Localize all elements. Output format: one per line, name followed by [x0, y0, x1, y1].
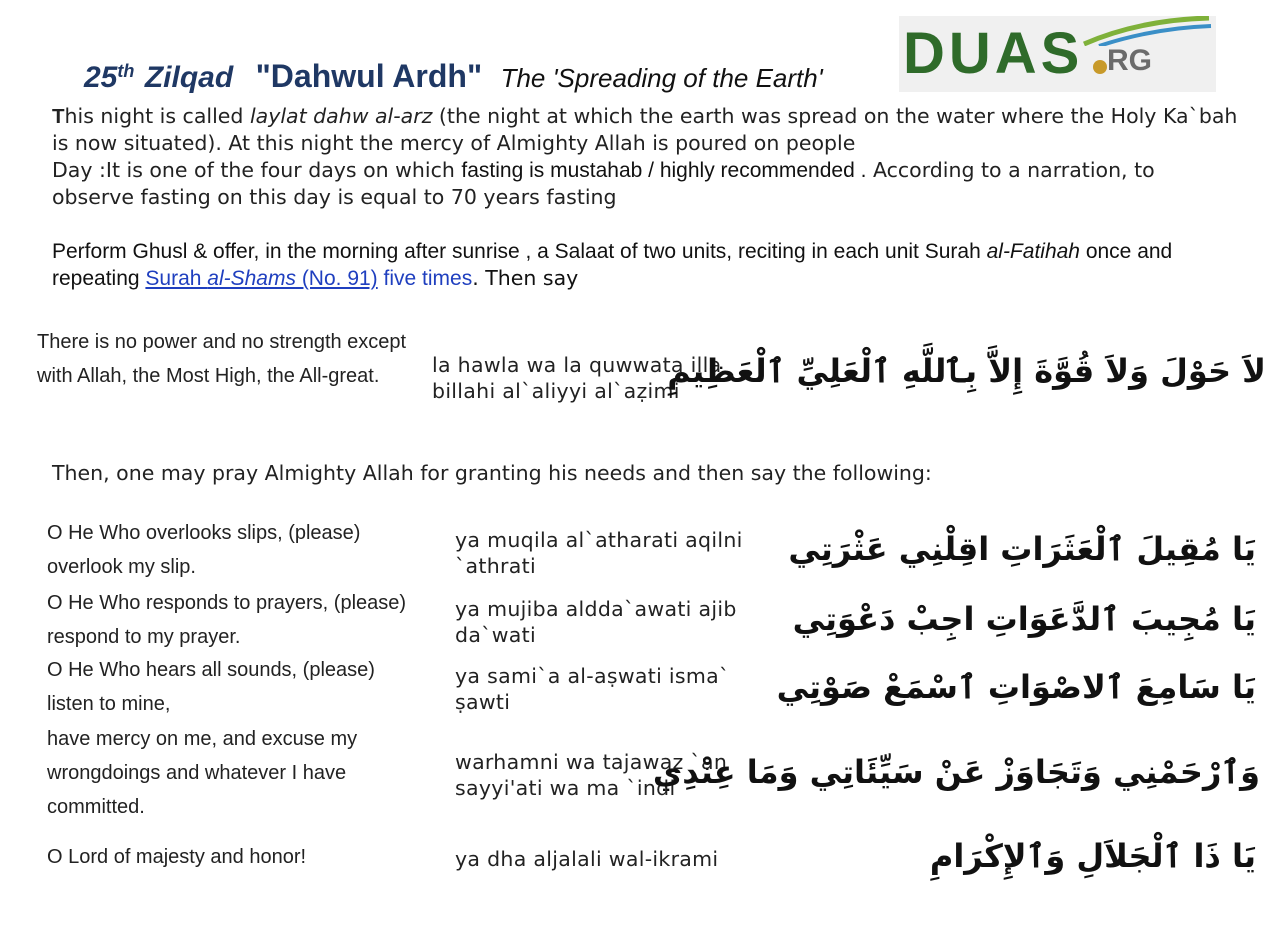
swoosh-icon: [1079, 16, 1214, 46]
dua-4-transliteration: warhamni wa tajawaz `an sayyi'ati wa ma `indi: [455, 750, 728, 800]
day-bold: fasting is mustahab / highly recommended .: [461, 159, 867, 182]
dua-1-english: O He Who overlooks slips, (please) overlook my slip.: [47, 522, 361, 578]
first-dua-transliteration: la hawla wa la quwwata illa billahi al`aliyyi al`aẓimi: [432, 353, 722, 403]
logo-main-text: DUAS: [903, 21, 1084, 86]
dua-3-transliteration: ya sami`a al-aṣwati isma` ṣawti: [455, 664, 730, 714]
day-rest: According to a narration, to observe fasting on this day is equal to 70 years fasting: [52, 158, 1155, 209]
duas-org-logo: [899, 16, 1216, 92]
month-name: Zilqad: [144, 61, 234, 94]
instruction-paragraph: [52, 238, 1242, 292]
intro-paragraph: [52, 103, 1242, 211]
five-times-text: five times: [377, 267, 473, 290]
dua-3-arabic: يَا سَامِعَ ٱلاصْوَاتِ ٱسْمَعْ صَوْتِي: [776, 668, 1256, 706]
dua-5-english: O Lord of majesty and honor!: [47, 846, 307, 868]
dua-2-transliteration: ya mujiba aldda`awati ajib da`wati: [455, 597, 737, 647]
day-prefix: Day :It is one of the four days on which: [52, 158, 462, 182]
dua-4-arabic: وَٱرْحَمْنِي وَتَجَاوَزْ عَنْ سَيِّئَاتِي وَمَا عِنْدِي: [652, 753, 1260, 791]
dua-5-arabic: يَا ذَا ٱلْجَلاَلِ وَٱلإِكْرَامِ: [929, 837, 1256, 875]
dua-3-english: O He Who hears all sounds, (please) listen to mine,: [47, 659, 375, 715]
dua-1-transliteration: ya muqila al`atharati aqilni `athrati: [455, 528, 743, 578]
dua-5-transliteration: ya dha aljalali wal-ikrami: [455, 847, 719, 871]
day-suffix: th: [117, 60, 135, 81]
event-subtitle: The 'Spreading of the Earth': [500, 63, 823, 93]
instruction-part1: Perform Ghusl & offer, in the morning after sunrise , a Salaat of two units, reciting in each unit Surah: [52, 240, 987, 263]
surah-shams-link[interactable]: [145, 267, 377, 290]
night-name: laylat dahw al-arz: [249, 104, 433, 128]
dua-4-english: have mercy on me, and excuse my wrongdoings and whatever I have committed.: [47, 728, 358, 818]
first-dua-english: There is no power and no strength except with Allah, the Most High, the All-great.: [37, 331, 407, 387]
first-dua-arabic: لاَ حَوْلَ وَلاَ قُوَّةَ إِلاَّ بِٱللَّهِ ٱلْعَلِيِّ ٱلْعَظِيمِ: [667, 352, 1266, 390]
dua-1-arabic: يَا مُقِيلَ ٱلْعَثَرَاتِ اقِلْنِي عَثْرَتِي: [788, 530, 1256, 568]
night-prefix: his night is called: [64, 104, 250, 128]
event-name: "Dahwul Ardh": [255, 58, 483, 94]
day-number: 25: [84, 61, 118, 94]
then-text: Then, one may pray Almighty Allah for granting his needs and then say the following:: [52, 461, 932, 485]
instruction-part3: . Then say: [472, 266, 579, 290]
dua-2-arabic: يَا مُجِيبَ ٱلدَّعَوَاتِ اجِبْ دَعْوَتِي: [792, 600, 1256, 638]
night-rest: (the night at which the earth was spread on the water where the Holy Ka`bah is now situated). At this night the mercy of Almighty Allah is poured on people: [52, 104, 1238, 155]
instruction-fatihah: al-Fatihah: [986, 240, 1080, 263]
page-title: [84, 58, 823, 95]
logo-dot-icon: [1093, 60, 1107, 74]
logo-suffix-text: RG: [1107, 44, 1152, 77]
dua-2-english: O He Who responds to prayers, (please) respond to my prayer.: [47, 592, 407, 648]
link-prefix[interactable]: Surah: [145, 267, 208, 290]
night-first-letter: T: [52, 105, 65, 128]
link-suffix[interactable]: (No. 91): [295, 267, 378, 290]
instruction-part2: once and repeating: [52, 240, 1173, 290]
link-italic[interactable]: al-Shams: [207, 267, 296, 290]
